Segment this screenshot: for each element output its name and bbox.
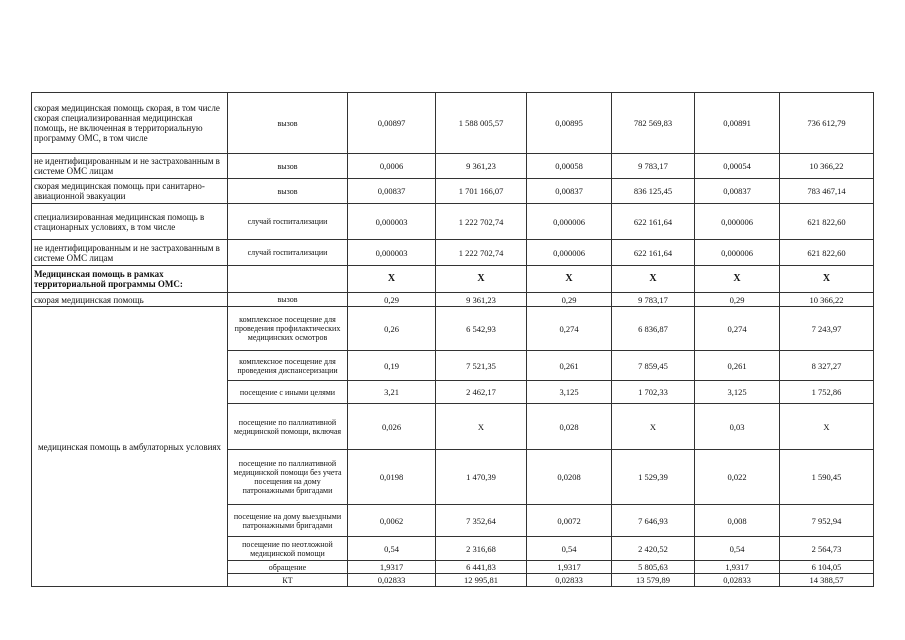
cell-value: 7 859,45 <box>612 351 695 381</box>
cell-value: 0,000003 <box>348 204 436 240</box>
cell-value: 0,261 <box>527 351 612 381</box>
cell-value: 0,00891 <box>695 93 780 154</box>
cell-value: 1 590,45 <box>780 450 874 505</box>
cell-value: 0,00054 <box>695 154 780 179</box>
cell-value: 9 361,23 <box>436 154 527 179</box>
cell-value: 0,0006 <box>348 154 436 179</box>
cell-value: 0,008 <box>695 505 780 537</box>
row-unit: посещение по паллиативной медицинской помощи, включая <box>228 404 348 450</box>
row-unit: случай госпитализации <box>228 240 348 266</box>
row-unit: вызов <box>228 93 348 154</box>
cell-value: 0,274 <box>695 307 780 351</box>
cell-value: 5 805,63 <box>612 561 695 574</box>
cell-value: 1,9317 <box>527 561 612 574</box>
cell-value: 0,00895 <box>527 93 612 154</box>
cell-value: 1,9317 <box>695 561 780 574</box>
cell-value: 0,00837 <box>527 179 612 204</box>
cell-value: 12 995,81 <box>436 574 527 587</box>
cell-value: 622 161,64 <box>612 240 695 266</box>
cell-value: 0,26 <box>348 307 436 351</box>
cell-value: 0,00837 <box>348 179 436 204</box>
cell-value: 3,21 <box>348 381 436 404</box>
cell-value: 13 579,89 <box>612 574 695 587</box>
cell-value: 0,02833 <box>348 574 436 587</box>
cell-value: 10 366,22 <box>780 293 874 307</box>
table-row <box>32 293 874 307</box>
cell-value: 10 366,22 <box>780 154 874 179</box>
cell-value: 9 783,17 <box>612 293 695 307</box>
cell-value: X <box>612 266 695 293</box>
cell-value: 736 612,79 <box>780 93 874 154</box>
row-unit: комплексное посещение для проведения профилактических медицинских осмотров <box>228 307 348 351</box>
cell-value: 0,29 <box>695 293 780 307</box>
cell-value: 6 836,87 <box>612 307 695 351</box>
cell-value: 0,00897 <box>348 93 436 154</box>
cell-value: 1 222 702,74 <box>436 204 527 240</box>
cell-value: 3,125 <box>527 381 612 404</box>
cell-value: 0,022 <box>695 450 780 505</box>
cell-value: 622 161,64 <box>612 204 695 240</box>
cell-value: X <box>348 266 436 293</box>
cell-value: 7 243,97 <box>780 307 874 351</box>
table-row <box>32 204 874 240</box>
table-row <box>32 93 874 154</box>
row-name: скорая медицинская помощь <box>32 293 228 307</box>
section-row <box>32 266 874 293</box>
cell-value: 0,026 <box>348 404 436 450</box>
cell-value: 782 569,83 <box>612 93 695 154</box>
cell-value: 1 470,39 <box>436 450 527 505</box>
row-unit: случай госпитализации <box>228 204 348 240</box>
cell-value: 1 702,33 <box>612 381 695 404</box>
row-unit: вызов <box>228 179 348 204</box>
row-unit: посещение на дому выездными патронажными бригадами <box>228 505 348 537</box>
table-row <box>32 179 874 204</box>
row-unit: посещение по неотложной медицинской помощи <box>228 537 348 561</box>
cell-value: X <box>436 266 527 293</box>
row-name: скорая медицинская помощь скорая, в том числе скорая специализированная медицинская помощь, не включенная в территориальную программу ОМС, в том числе <box>32 93 228 154</box>
cell-value: 0,000006 <box>527 240 612 266</box>
section-title: Медицинская помощь в рамках территориальной программы ОМС: <box>32 266 228 293</box>
cell-value: 0,00837 <box>695 179 780 204</box>
cell-value: 1 752,86 <box>780 381 874 404</box>
cell-value: 0,000006 <box>695 240 780 266</box>
cell-value: 621 822,60 <box>780 204 874 240</box>
cell-value: 0,54 <box>527 537 612 561</box>
cell-value: 0,000006 <box>695 204 780 240</box>
cell-value: 6 104,05 <box>780 561 874 574</box>
cell-value: 0,0208 <box>527 450 612 505</box>
cell-value: 2 420,52 <box>612 537 695 561</box>
cell-value: 2 462,17 <box>436 381 527 404</box>
cell-value: 0,02833 <box>527 574 612 587</box>
row-name: не идентифицированным и не застрахованным в системе ОМС лицам <box>32 154 228 179</box>
table-row <box>32 307 874 351</box>
cell-value: X <box>780 404 874 450</box>
cell-value: 7 521,35 <box>436 351 527 381</box>
cell-value: 2 564,73 <box>780 537 874 561</box>
cell-value: 783 467,14 <box>780 179 874 204</box>
row-unit: вызов <box>228 154 348 179</box>
cell-value: 0,03 <box>695 404 780 450</box>
row-unit: обращение <box>228 561 348 574</box>
cell-value: 14 388,57 <box>780 574 874 587</box>
cell-value: 0,02833 <box>695 574 780 587</box>
table-row <box>32 154 874 179</box>
table-row <box>32 240 874 266</box>
row-unit: посещение по паллиативной медицинской помощи без учета посещения на дому патронажными бригадами <box>228 450 348 505</box>
cell-value: 8 327,27 <box>780 351 874 381</box>
cell-value: 0,29 <box>348 293 436 307</box>
row-unit: посещение с иными целями <box>228 381 348 404</box>
cell-value: 6 441,83 <box>436 561 527 574</box>
cell-value: 621 822,60 <box>780 240 874 266</box>
cell-value: 0,0198 <box>348 450 436 505</box>
row-unit: комплексное посещение для проведения диспансеризации <box>228 351 348 381</box>
cell-value: X <box>780 266 874 293</box>
cell-value: 0,54 <box>695 537 780 561</box>
cell-value: 7 952,94 <box>780 505 874 537</box>
cell-value: 2 316,68 <box>436 537 527 561</box>
cell-value: X <box>527 266 612 293</box>
cell-value: 0,261 <box>695 351 780 381</box>
cell-value: 1 222 702,74 <box>436 240 527 266</box>
cell-value: 1 701 166,07 <box>436 179 527 204</box>
cell-value: 1,9317 <box>348 561 436 574</box>
cell-value: 3,125 <box>695 381 780 404</box>
cell-value: 0,0062 <box>348 505 436 537</box>
cell-value: 0,19 <box>348 351 436 381</box>
row-name: скорая медицинская помощь при санитарно-авиационной эвакуации <box>32 179 228 204</box>
row-unit: вызов <box>228 293 348 307</box>
cell-value: X <box>695 266 780 293</box>
cell-value: 7 352,64 <box>436 505 527 537</box>
cell-value: 0,274 <box>527 307 612 351</box>
row-unit: КТ <box>228 574 348 587</box>
row-name: не идентифицированным и не застрахованным в системе ОМС лицам <box>32 240 228 266</box>
cell-value: 0,0072 <box>527 505 612 537</box>
cell-value: 7 646,93 <box>612 505 695 537</box>
cell-value: X <box>612 404 695 450</box>
cell-value: 9 361,23 <box>436 293 527 307</box>
row-name: специализированная медицинская помощь в стационарных условиях, в том числе <box>32 204 228 240</box>
cell-value: 1 529,39 <box>612 450 695 505</box>
cell-value: 9 783,17 <box>612 154 695 179</box>
cell-value: 0,54 <box>348 537 436 561</box>
cell-value: 0,000003 <box>348 240 436 266</box>
cell-value: 0,000006 <box>527 204 612 240</box>
cell-value: X <box>436 404 527 450</box>
cell-value: 6 542,93 <box>436 307 527 351</box>
row-unit <box>228 266 348 293</box>
tariff-table <box>31 92 874 587</box>
cell-value: 0,29 <box>527 293 612 307</box>
ambulatory-group-name: медицинская помощь в амбулаторных условиях <box>32 307 228 587</box>
cell-value: 0,028 <box>527 404 612 450</box>
cell-value: 1 588 005,57 <box>436 93 527 154</box>
cell-value: 836 125,45 <box>612 179 695 204</box>
cell-value: 0,00058 <box>527 154 612 179</box>
